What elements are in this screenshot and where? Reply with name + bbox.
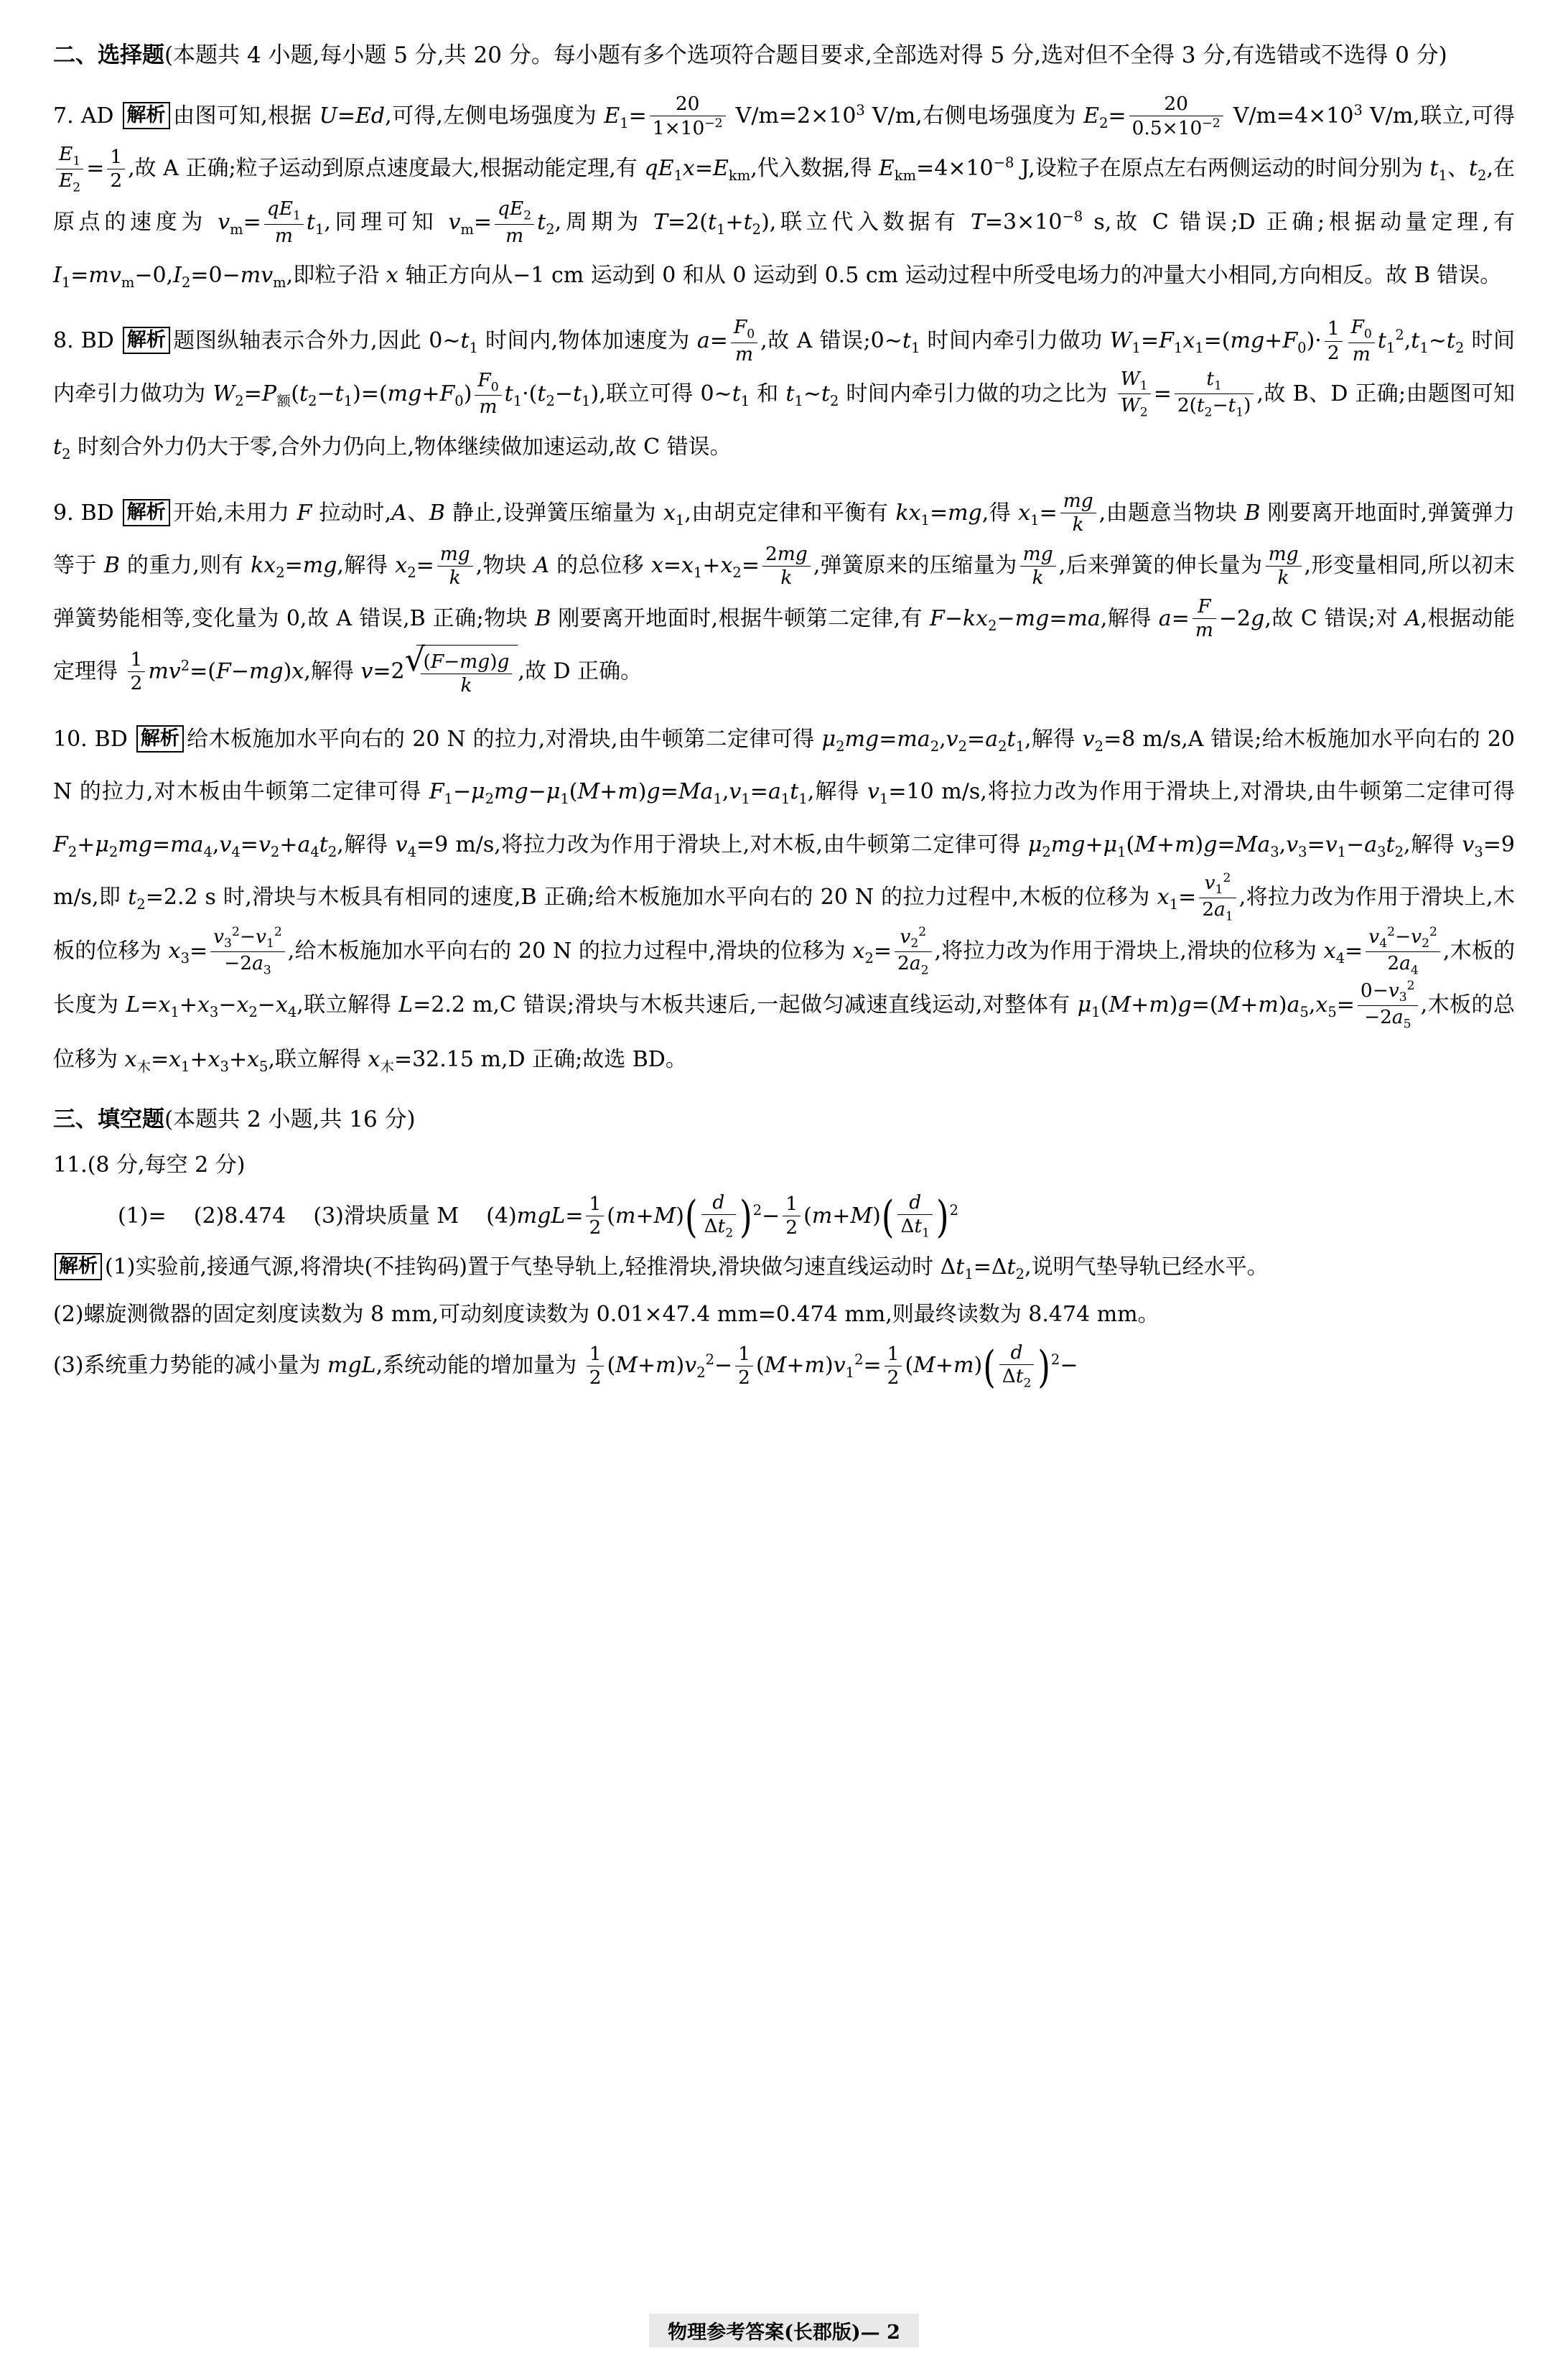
- section-2-heading-rest: (本题共 4 小题,每小题 5 分,共 20 分。每小题有多个选项符合题目要求,全部选对得 5 分,选对但不全得 3 分,有选错或不选得 0 分): [164, 42, 1447, 68]
- page-footer: [0, 2314, 1568, 2347]
- answer-item-9-number: 9.: [53, 500, 74, 526]
- analysis-tag: 解析: [123, 102, 170, 129]
- page-footer-text: 物理参考答案(长郡版)— 2: [649, 2314, 919, 2347]
- answer-item-11-score: (8 分,每空 2 分): [87, 1152, 246, 1178]
- section-2-heading-bold: 二、选择题: [53, 42, 164, 68]
- answer-item-8: 8. BD 解析 题图纵轴表示合外力,因此 $0\sim t_1$ 时间内,物体加速度为 a= $\frac{F_0}{m}$ ,故 A 错误$;0\sim t_1$ 时间内牵引力做功 $W_1=F_1x_1=(mg+F_0)\cdot$ $\frac{1}{2}$ $\frac{F_0}{m}$ $t_1^2,t_1\sim t_2$ 时间内牵引力做功为 $W_2=P_额(t_2-t_1)=(mg+F_0)$ $\frac{F_0}{m}$ $t_1\cdot(t_2-t_1)$,联立可得 $0\sim t_1$ 和 $t_1\sim t_2$ 时间内牵引力做的功之比为 $\frac{W_1}{W_2}$ = $\frac{t_1}{2(t_2-t_1)}$ ,故 B、D 正确;由题图可知 $t_2$ 时刻合外力仍大于零,合外力仍向上,物体继续做加速运动,故 C 错误。: [53, 316, 1515, 463]
- answer-11-1: (1)=: [118, 1203, 167, 1229]
- answer-item-10-number: 10.: [53, 726, 88, 752]
- section-3-heading-rest: (本题共 2 小题,共 16 分): [164, 1107, 416, 1133]
- answer-11-3: (3)滑块质量 M: [313, 1203, 459, 1229]
- section-2-heading: [53, 34, 1515, 77]
- answer-item-9: 9. BD 解析 开始,未用力 F 拉动时,A、B 静止,设弹簧压缩量为 $x_1$,由胡克定律和平衡有 $kx_1=mg$,得 $x_1=$ $\frac{mg}{k}$ ,由题意当物块 B 刚要离开地面时,弹簧弹力等于 B 的重力,则有 $kx_2=mg$,解得 $x_2=$ $\frac{mg}{k}$ ,物块 A 的总位移 $x=x_1+x_2=$ $\frac{2mg}{k}$ ,弹簧原来的压缩量为 $\frac{mg}{k}$ ,后来弹簧的伸长量为 $\frac{mg}{k}$ ,形变量相同,所以初末弹簧势能相等,变化量为 0,故 A 错误,B 正确;物块 B 刚要离开地面时,根据牛顿第二定律,有 $F-kx_2-mg=ma$,解得 a= $\frac{F}{m}$ −2g,故 C 错误;对 A,根据动能定理得 $\frac{1}{2}$ $mv^2=(F-mg)x$,解得 v=2 √ $\frac{(F-mg)g}{k}$ ,故 D 正确。: [53, 487, 1515, 700]
- answer-11-2: (2)8.474: [193, 1203, 286, 1229]
- answer-item-8-answer: BD: [80, 328, 114, 354]
- answer-item-11-answers: [118, 1190, 1515, 1243]
- section-3-heading: [53, 1099, 1515, 1141]
- analysis-tag: 解析: [123, 327, 170, 354]
- answer-item-7-number: 7.: [53, 103, 74, 129]
- answer-item-10-answer: BD: [94, 726, 128, 752]
- answer-item-11-explanation-2: (2)螺旋测微器的固定刻度读数为 8 mm,可动刻度读数为 0.01×47.4 mm=0.474 mm,则最终读数为 8.474 mm。: [53, 1301, 1159, 1327]
- answer-item-10: 10. BD 解析 给木板施加水平向右的 20 N 的拉力,对滑块,由牛顿第二定律可得 $\mu_2mg=ma_2,v_2=a_2t_1$,解得 $v_2=8$ m/s,A 错误;给木板施加水平向右的 20 N 的拉力,对木板由牛顿第二定律可得 $F_1-\mu_2mg-\mu_1(M+m)g=Ma_1,v_1=a_1t_1$,解得 $v_1=10$ m/s,将拉力改为作用于滑块上,对滑块,由牛顿第二定律可得 $F_2+\mu_2mg=ma_4,v_4=v_2+a_4t_2$,解得 $v_4=9$ m/s,将拉力改为作用于滑块上,对木板,由牛顿第二定律可得 $\mu_2mg+\mu_1(M+m)g=Ma_3,v_3=v_1-a_3t_2$,解得 $v_3=9$ m/s,即 $t_2=2.2$ s 时,滑块与木板具有相同的速度,B 正确;给木板施加水平向右的 20 N 的拉力过程中,木板的位移为 $x_1=$ $\frac{v_1^2}{2a_1}$ ,将拉力改为作用于滑块上,木板的位移为 $x_3=$ $\frac{v_3^2-v_1^2}{-2a_3}$ ,给木板施加水平向右的 20 N 的拉力过程中,滑块的位移为 $x_2=$ $\frac{v_2^2}{2a_2}$ ,将拉力改为作用于滑块上,滑块的位移为 $x_4=$ $\frac{v_4^2-v_2^2}{2a_4}$ ,木板的长度为 $L=x_1+x_3-x_2-x_4$,联立解得 L=2.2 m,C 错误;滑块与木板共速后,一起做匀减速直线运动,对整体有 $\mu_1(M+m)g=(M+m)a_5,x_5=$ $\frac{0-v_3^2}{-2a_5}$ ,木板的总位移为 $x_木=x_1+x_3+x_5$,联立解得 $x_木=32.15$ m,D 正确;故选 BD。: [53, 726, 1516, 1075]
- answer-11-4: (4)mgL= $\frac{1}{2}$ (m+M)( $\frac{d}{\Delta t_2}$ )$^2$− $\frac{1}{2}$ (m+M)( $\frac{d}{\Delta t_1}$ )$^2$: [486, 1191, 958, 1243]
- answer-item-8-number: 8.: [53, 328, 74, 354]
- analysis-tag: 解析: [136, 725, 184, 753]
- analysis-tag: 解析: [55, 1253, 102, 1280]
- answer-item-11-explanation-1: 解析 (1)实验前,接通气源,将滑块(不挂钩码)置于气垫导轨上,轻推滑块,滑块做匀速直线运动时 $\Delta t_1=\Delta t_2$,说明气垫导轨已经水平。: [53, 1245, 1515, 1290]
- answer-item-9-answer: BD: [80, 500, 114, 526]
- section-3-heading-bold: 三、填空题: [53, 1107, 164, 1133]
- answer-item-11-header: [53, 1144, 1515, 1187]
- analysis-tag: 解析: [123, 499, 170, 526]
- answer-item-7-answer: AD: [80, 103, 114, 129]
- answer-item-11-explanation-3: (3)系统重力势能的减小量为 mgL,系统动能的增加量为 $\frac{1}{2}$ $(M+m)v_2^2-$ $\frac{1}{2}$ $(M+m)v_1^2=$ $\frac{1}{2}$ (M+m)( $\frac{d}{\Delta t_2}$ )$^2$−: [53, 1341, 1078, 1392]
- answer-item-7: 7. AD 解析 由图可知,根据 U=Ed,可得,左侧电场强度为 $E_1=$ $\frac{20}{1\times 10^{-2}}$ $V/m=2\times 10^3$ V/m,右侧电场强度为 $E_2=$ $\frac{20}{0.5\times 10^{-2}}$ $V/m=4\times 10^3$ V/m,联立,可得 $\frac{E_1}{E_2}$ = $\frac{1}{2}$ ,故 A 正确;粒子运动到原点速度最大,根据动能定理,有 $qE_1x=E_{km}$,代入数据,得 $E_{km}=4\times 10^{-8}$ J,设粒子在原点左右两侧运动的时间分别为 $t_1$、$t_2$,在原点的速度为 $v_m=$ $\frac{qE_1}{m}$ $t_1$,同理可知 $v_m=$ $\frac{qE_2}{m}$ $t_2$,周期为 $T=2(t_1+t_2)$,联立代入数据有 $T=3\times 10^{-8}$ s,故 C 错误;D 正确;根据动量定理,有 $I_1=mv_m-0,I_2=0-mv_m$,即粒子沿 x 轴正方向从−1 cm 运动到 0 和从 0 运动到 0.5 cm 运动过程中所受电场力的冲量大小相同,方向相反。故 B 错误。: [53, 92, 1516, 291]
- answer-item-11-number: 11.: [53, 1152, 88, 1178]
